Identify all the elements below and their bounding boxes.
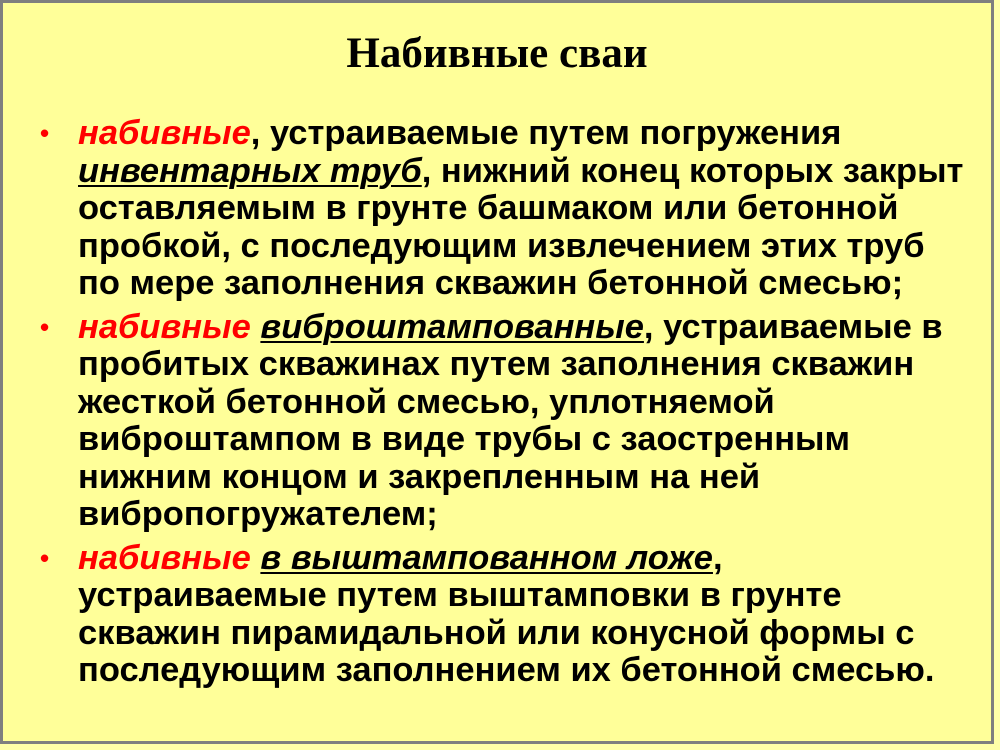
body-text: , устраиваемые путем погружения	[250, 114, 842, 152]
bullet-icon: •	[40, 311, 50, 342]
bullet-icon: •	[40, 118, 50, 148]
list-item	[31, 115, 971, 303]
list-item	[31, 309, 971, 534]
item-text	[78, 114, 963, 302]
item-text	[78, 539, 934, 690]
red-keyword: набивные	[78, 307, 251, 346]
spacer-text	[251, 308, 261, 346]
underlined-term: виброштампованные	[260, 307, 644, 346]
underlined-term: инвентарных труб	[78, 151, 422, 190]
item-text	[78, 308, 943, 534]
underlined-term: в выштампованном ложе	[260, 538, 713, 577]
slide-title: Набивные сваи	[346, 30, 648, 77]
body-text: , устраиваемые путем выштамповки в грунте скважин пирамидальной или конусной формы с последующим заполнением их бетонной смесью.	[78, 538, 935, 689]
body-text: , устраиваемые в пробитых скважинах путем заполнения скважин жесткой бетонной смесью, уплотняемой виброштампом в виде трубы с заостренным нижним концом и закрепленным на ней вибропогружателем;	[78, 307, 943, 533]
red-keyword: набивные	[78, 538, 251, 577]
spacer-text	[251, 539, 261, 577]
bullet-list	[31, 115, 971, 696]
bullet-icon: •	[40, 542, 50, 573]
list-item	[31, 540, 971, 690]
red-keyword: набивные	[78, 114, 251, 152]
body-text: , нижний конец которых закрыт оставляемым в грунте башмаком или бетонной пробкой, с последующим извлечением этих труб по мере заполнения скважин бетонной смесью;	[78, 151, 964, 302]
